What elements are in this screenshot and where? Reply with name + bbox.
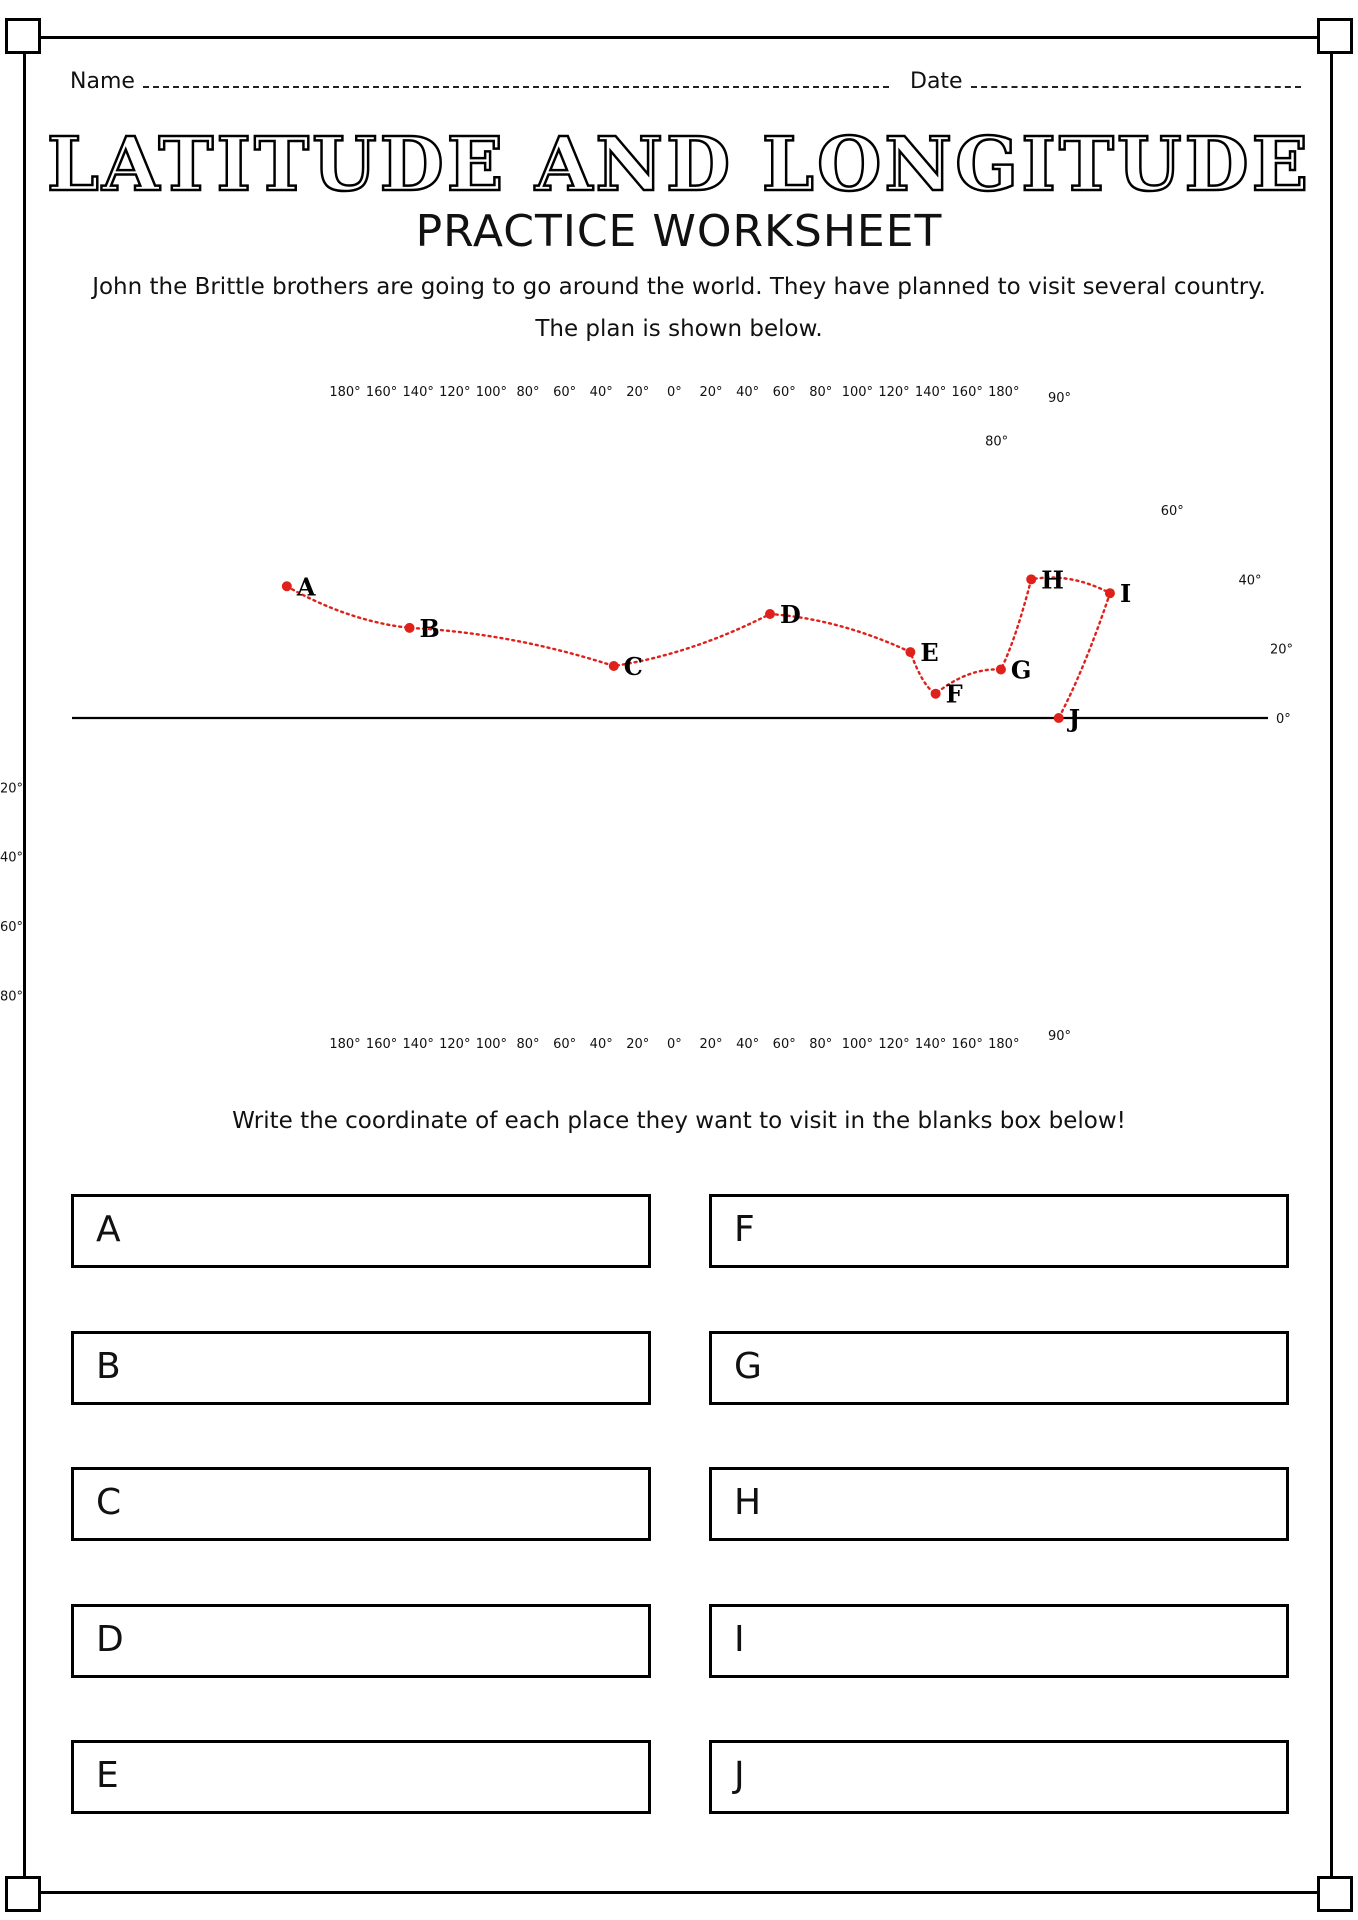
latitude-tick: 80° [985,434,1009,450]
location-marker-b [405,623,415,633]
answer-box-b[interactable] [71,1331,651,1405]
top-longitude-tick: 180° [329,385,361,400]
travel-route [287,578,1110,718]
top-longitude-tick: 120° [878,385,910,400]
latitude-tick: 90° [1048,391,1072,406]
page-subtitle: PRACTICE WORKSHEET [415,206,943,257]
greenland-outline [523,430,634,510]
answer-box-e[interactable] [71,1740,651,1814]
top-longitude-tick: 40° [736,385,760,400]
location-label-d: D [779,600,801,629]
latitude-tick: 80° [0,989,24,1005]
answer-label: C [96,1482,122,1523]
bottom-longitude-tick: 60° [553,1037,577,1052]
instruction-text: Write the coordinate of each place they want to visit in the blanks box below! [232,1108,1126,1134]
answer-label: I [734,1619,745,1660]
uk-outline [653,517,673,545]
top-longitude-tick: 120° [439,385,471,400]
bottom-longitude-tick: 60° [772,1037,796,1052]
answer-label: G [734,1346,762,1387]
bottom-longitude-tick: 160° [365,1037,398,1052]
location-marker-e [905,647,915,657]
top-longitude-tick: 80° [809,385,833,400]
bottom-longitude-tick: 0° [667,1037,682,1052]
location-label-j: J [1068,704,1081,733]
bottom-longitude-tick: 20° [699,1037,723,1052]
latitude-tick: 90° [1048,1029,1072,1044]
bottom-longitude-tick: 100° [841,1037,874,1052]
location-label-h: H [1041,565,1064,595]
continent-outlines [233,430,1132,718]
answer-box-j[interactable] [709,1740,1289,1814]
location-label-a: A [296,572,316,602]
africa-outline [614,590,839,718]
answer-box-g[interactable] [709,1331,1289,1405]
latitude-tick: 60° [0,920,24,935]
date-label: Date [910,69,963,94]
intro-text: John the Brittle brothers are going to go around the world. They have planned to visit several country. The plan is shown below. [92,274,1266,342]
bottom-longitude-tick: 80° [809,1037,833,1052]
bottom-longitude-tick: 20° [626,1037,650,1052]
top-longitude-tick: 140° [914,385,947,400]
location-marker-d [765,609,775,619]
answer-box-c[interactable] [71,1467,651,1541]
bottom-longitude-tick: 120° [878,1037,910,1052]
answer-label: J [734,1755,745,1796]
bottom-longitude-tick: 140° [402,1037,434,1052]
location-marker-g [996,664,1006,674]
latitude-tick: 20° [1269,642,1294,658]
latitude-tick: 40° [0,850,24,866]
location-label-e: E [920,638,939,668]
north-america-outline [233,468,502,690]
answer-label: E [96,1755,119,1796]
answer-box-f[interactable] [709,1194,1289,1268]
page-title: LATITUDE AND LONGITUDE [46,122,1312,208]
answer-box-h[interactable] [709,1467,1289,1541]
bottom-longitude-tick: 140° [914,1037,947,1052]
location-marker-f [931,689,941,699]
top-longitude-tick: 20° [626,385,650,400]
top-longitude-tick: 160° [951,385,983,400]
top-longitude-tick: 80° [516,385,540,400]
latitude-tick: 40° [1238,573,1262,589]
location-marker-h [1026,574,1036,584]
location-label-i: I [1119,579,1132,609]
location-label-c: C [623,652,643,681]
location-marker-c [609,661,619,671]
top-longitude-tick: 60° [553,385,577,400]
location-marker-j [1054,713,1064,723]
bottom-longitude-tick: 180° [988,1037,1020,1052]
top-longitude-tick: 40° [589,385,613,400]
japan-outline [1088,562,1113,611]
location-label-f: F [945,679,963,709]
top-longitude-tick: 100° [475,385,508,400]
answer-box-d[interactable] [71,1604,651,1678]
bottom-longitude-tick: 180° [329,1037,361,1052]
answer-label: H [734,1482,762,1523]
bottom-longitude-tick: 160° [951,1037,983,1052]
location-marker-i [1105,588,1115,598]
bottom-longitude-tick: 120° [439,1037,471,1052]
answer-box-i[interactable] [709,1604,1289,1678]
answer-box-a[interactable] [71,1194,651,1268]
top-longitude-tick: 0° [667,385,682,400]
top-longitude-tick: 140° [402,385,434,400]
location-label-g: G [1010,655,1032,685]
latitude-tick: 20° [0,781,24,797]
bottom-longitude-tick: 80° [516,1037,540,1052]
bottom-longitude-tick: 40° [736,1037,760,1052]
location-marker-a [282,581,292,591]
top-longitude-tick: 20° [699,385,723,400]
latitude-tick: 0° [1276,712,1291,727]
top-longitude-tick: 60° [772,385,796,400]
answer-label: F [734,1209,755,1250]
latitude-tick: 60° [1160,504,1184,519]
name-label: Name [70,69,135,94]
location-label-b: B [419,613,440,643]
answer-label: A [96,1209,121,1250]
south-america-outline [405,676,504,711]
top-longitude-tick: 100° [841,385,874,400]
answer-label: B [96,1346,121,1387]
top-longitude-tick: 180° [988,385,1020,400]
bottom-longitude-tick: 100° [475,1037,508,1052]
bottom-longitude-tick: 40° [589,1037,613,1052]
top-longitude-tick: 160° [365,385,398,400]
location-markers [282,565,1131,733]
answer-label: D [96,1619,124,1660]
